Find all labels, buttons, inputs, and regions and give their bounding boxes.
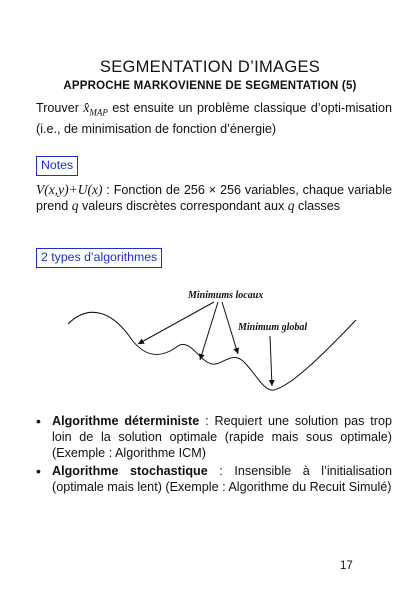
- notes-text-1: : Fonction de 256 × 256 variables, chaque variable prend: [36, 183, 392, 213]
- bullet-dot: •: [36, 413, 41, 429]
- list-item: [36, 413, 392, 461]
- intro-text-before: Trouver: [36, 101, 84, 115]
- energy-curve-diagram: [0, 280, 420, 410]
- page-subtitle: APPROCHE MARKOVIENNE DE SEGMENTATION (5): [63, 80, 357, 92]
- intro-math-subscript: MAP: [89, 107, 108, 118]
- energy-curve: [68, 312, 356, 390]
- page-title: SEGMENTATION D’IMAGES: [99, 58, 321, 76]
- intro-paragraph: [36, 100, 392, 137]
- notes-paragraph: [36, 182, 392, 214]
- q-variable-2: q: [287, 198, 295, 213]
- algorithm-types-label: 2 types d’algorithmes: [36, 248, 162, 268]
- algorithm-description: : Requiert une solution pas trop loin de la solution optimale (rapide mais sous optimale) (Exemple : Algorithme ICM): [52, 414, 392, 460]
- algorithm-list: [36, 413, 392, 497]
- page-number: 17: [340, 560, 353, 572]
- arrow-local-3: [222, 302, 238, 354]
- notes-text-3: classes: [294, 199, 341, 213]
- algorithm-term: Algorithme stochastique: [52, 464, 208, 478]
- algorithm-description: : Insensible à l’initialisation (optimale mais lent) (Exemple : Algorithme du Recuit Simulé): [52, 464, 392, 494]
- intro-text-after: est ensuite un problème classique d’opti-misation (i.e., de minimisation de fonction d’énergie): [36, 101, 392, 136]
- arrow-local-2: [200, 302, 218, 360]
- local-minima-label: Minimums locaux: [188, 290, 264, 301]
- energy-curve-svg: [0, 280, 420, 410]
- intro-math-symbol: x̂: [83, 100, 90, 115]
- list-item: [36, 463, 392, 495]
- arrow-global: [270, 336, 272, 386]
- notes-text-2: valeurs discrètes correspondant aux: [78, 199, 288, 213]
- bullet-dot: •: [36, 463, 41, 479]
- notes-label: Notes: [36, 156, 78, 176]
- algorithm-term: Algorithme déterministe: [52, 414, 200, 428]
- energy-formula: V(x,y)+U(x): [36, 182, 103, 197]
- arrow-local-1: [138, 302, 214, 344]
- global-minimum-label: Minimum global: [238, 322, 308, 333]
- q-variable-1: q: [71, 198, 79, 213]
